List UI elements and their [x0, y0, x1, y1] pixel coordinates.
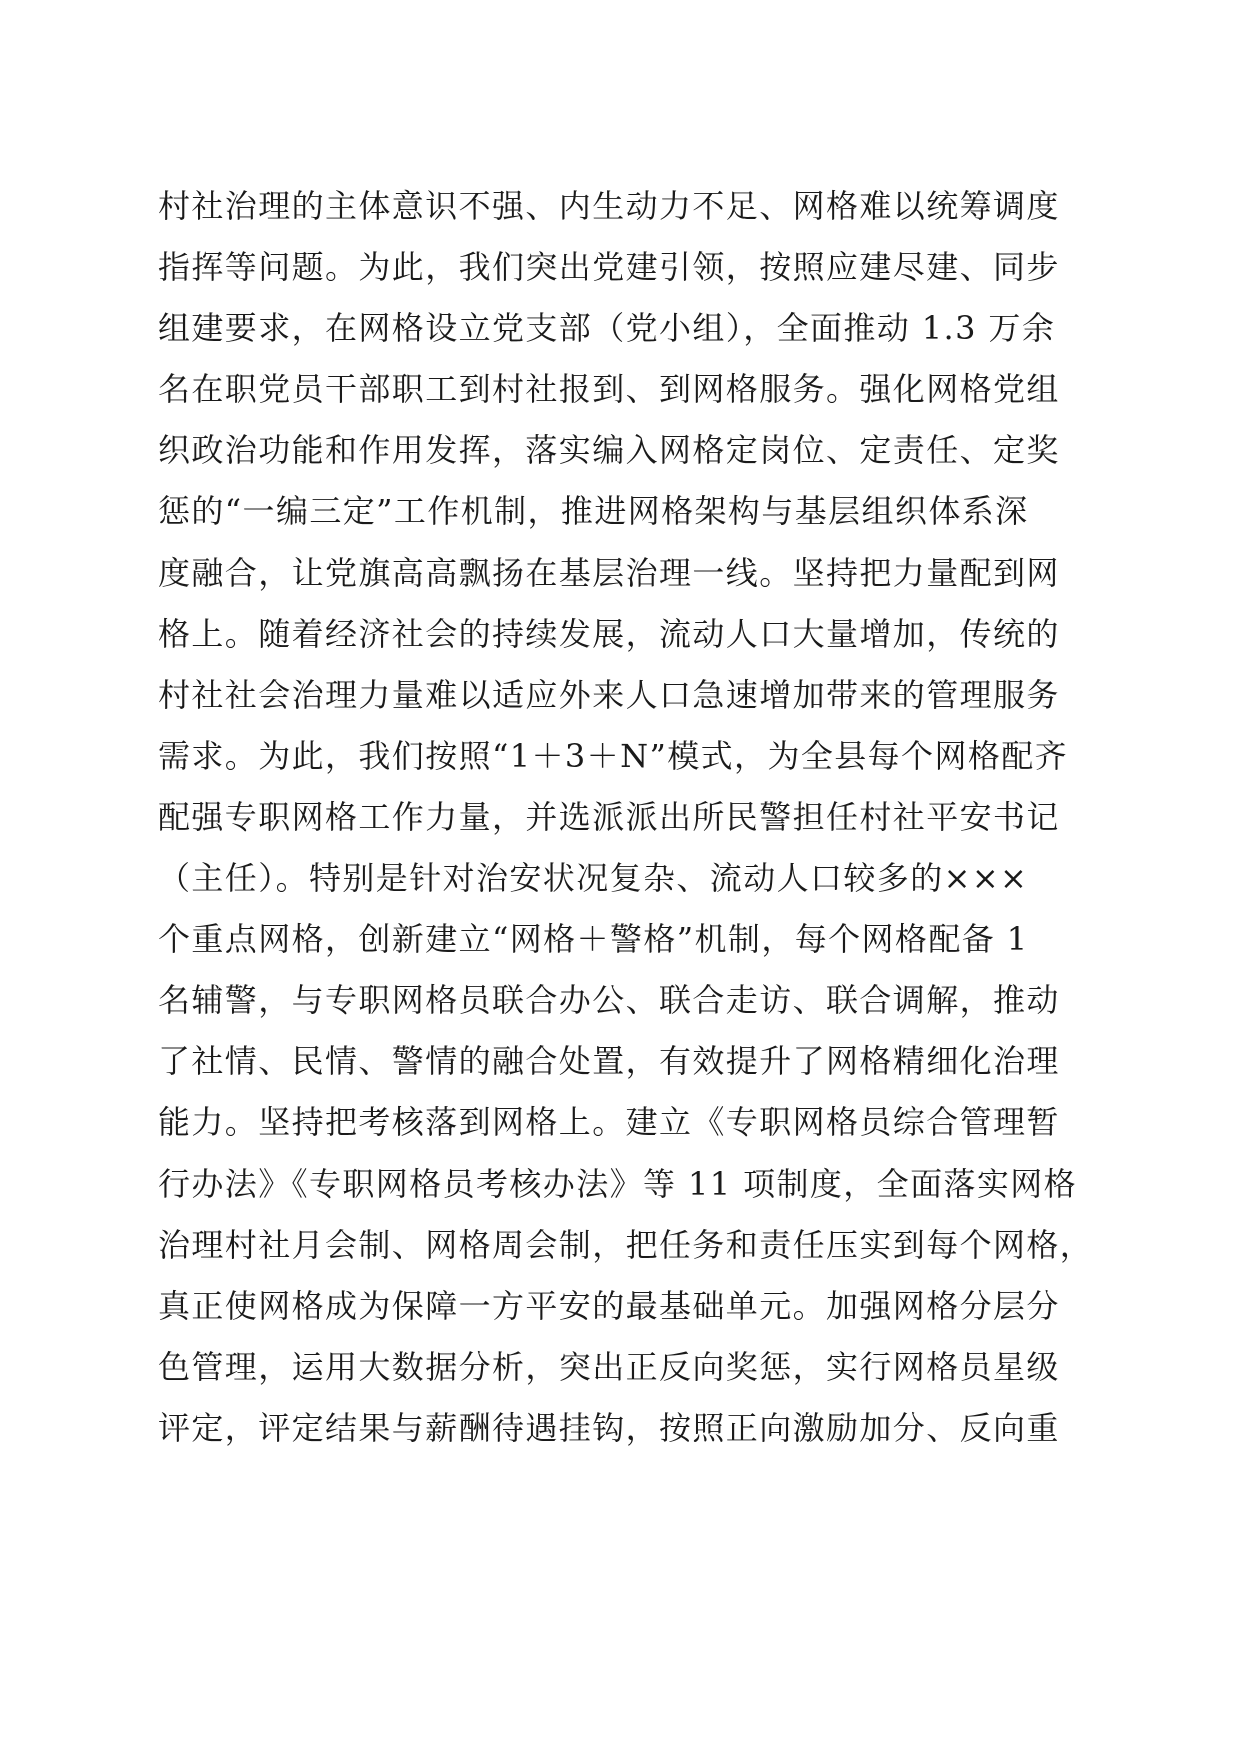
- text-line: 行办法》《专职网格员考核办法》等 11 项制度，全面落实网格: [158, 1164, 1078, 1203]
- text-line: 格上。随着经济社会的持续发展，流动人口大量增加，传统的: [158, 614, 1060, 653]
- text-line: 色管理，运用大数据分析，突出正反向奖惩，实行网格员星级: [158, 1347, 1060, 1386]
- text-line: 名辅警，与专职网格员联合办公、联合走访、联合调解，推动: [158, 981, 1060, 1020]
- text-line: 度融合，让党旗高高飘扬在基层治理一线。坚持把力量配到网: [158, 553, 1060, 592]
- text-line: 村社治理的主体意识不强、内生动力不足、网格难以统筹调度: [158, 187, 1060, 225]
- text-line: （主任）。特别是针对治安状况复杂、流动人口较多的×××: [158, 859, 1029, 898]
- text-line: 需求。为此，我们按照“1＋3＋N”模式，为全县每个网格配齐: [158, 736, 1069, 775]
- text-line: 了社情、民情、警情的融合处置，有效提升了网格精细化治理: [158, 1042, 1060, 1081]
- text-line: 真正使网格成为保障一方平安的最基础单元。加强网格分层分: [158, 1286, 1060, 1325]
- text-line: 配强专职网格工作力量，并选派派出所民警担任村社平安书记: [158, 797, 1060, 836]
- text-line: 评定，评定结果与薪酬待遇挂钩，按照正向激励加分、反向重: [158, 1408, 1060, 1447]
- text-line: 惩的“一编三定”工作机制，推进网格架构与基层组织体系深: [158, 492, 1029, 531]
- text-line: 个重点网格，创新建立“网格＋警格”机制，每个网格配备 1: [158, 920, 1029, 959]
- text-line: 名在职党员干部职工到村社报到、到网格服务。强化网格党组: [158, 370, 1060, 409]
- body-paragraph: [158, 187, 1094, 1471]
- text-line: 织政治功能和作用发挥，落实编入网格定岗位、定责任、定奖: [158, 431, 1060, 470]
- text-line: 治理村社月会制、网格周会制，把任务和责任压实到每个网格，: [158, 1225, 1094, 1264]
- text-line: 组建要求，在网格设立党支部（党小组），全面推动 1.3 万余: [158, 309, 1056, 348]
- text-line: 能力。坚持把考核落到网格上。建立《专职网格员综合管理暂: [158, 1103, 1060, 1142]
- text-line: 指挥等问题。为此，我们突出党建引领，按照应建尽建、同步: [158, 248, 1060, 287]
- text-line: 村社社会治理力量难以适应外来人口急速增加带来的管理服务: [158, 675, 1060, 714]
